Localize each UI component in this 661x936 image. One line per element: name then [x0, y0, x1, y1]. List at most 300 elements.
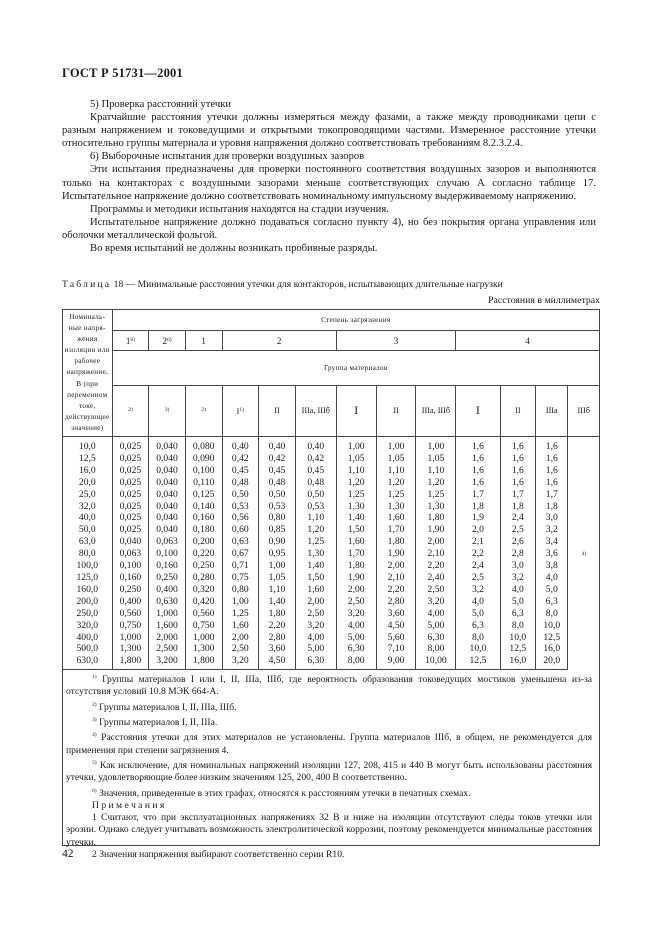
table-cell: 3,2	[536, 524, 568, 536]
table-row	[63, 620, 600, 632]
notes-title	[66, 800, 592, 812]
document-header: ГОСТ Р 51731—2001	[62, 66, 183, 80]
table-row	[63, 489, 600, 501]
table-cell: 125,0	[63, 572, 113, 584]
table-cell: 4,0	[536, 572, 568, 584]
pollution-degree-cell	[456, 331, 600, 351]
table-cell: 0,53	[222, 501, 259, 513]
table-cell: 16,0	[500, 655, 536, 669]
degree-value: 4	[525, 335, 530, 346]
table-cell: 1,80	[376, 536, 416, 548]
table-cell: 5,00	[416, 620, 456, 632]
table-row	[63, 501, 600, 513]
footnote-mark: 5)	[92, 759, 97, 766]
material-header-cell: Группа материалов	[112, 351, 599, 386]
table-cell: 0,025	[112, 512, 149, 524]
paragraph: Во время испытаний не должны возникать пробивные разряды.	[90, 243, 378, 255]
table-cell: 1,7	[536, 489, 568, 501]
table-cell: 1,05	[259, 572, 296, 584]
table-cell: 1,20	[336, 477, 376, 489]
table-cell: 1,10	[416, 465, 456, 477]
material-group-cell	[536, 385, 568, 436]
footnote-mark: 2)	[201, 406, 207, 413]
table-cell: 1,80	[259, 608, 296, 620]
table-cell: 2,5	[456, 572, 500, 584]
table-cell: 4,0	[500, 584, 536, 596]
table-cell: 3,2	[500, 572, 536, 584]
table-cell: 1,10	[259, 584, 296, 596]
table-cell: 8,0	[456, 632, 500, 644]
table-cell: 10,00	[416, 655, 456, 669]
table-cell: 0,45	[259, 465, 296, 477]
material-group-cell	[185, 385, 222, 436]
table-cell: 1,6	[456, 465, 500, 477]
footnote-mark: 1)	[239, 406, 245, 413]
table-cell: 1,8	[500, 501, 536, 513]
table-cell: 0,040	[149, 453, 186, 465]
table-cell: 0,42	[295, 453, 336, 465]
table-cell: 8,00	[336, 655, 376, 669]
material-value: IIIа, IIIб	[301, 405, 330, 415]
table-cell: 1,05	[376, 453, 416, 465]
table-cell: 16,0	[63, 465, 113, 477]
table-cell: 1,6	[456, 453, 500, 465]
material-group-cell	[336, 385, 376, 436]
table-cell: 0,53	[259, 501, 296, 513]
table-cell: 12,5	[536, 632, 568, 644]
table-note: 2 Значения напряжения выбирают соответственно серии R10.	[92, 848, 345, 860]
paragraph: 5) Проверка расстояний утечки	[90, 99, 232, 110]
paragraph: Программы и методики испытания находятся на стадии изучения.	[90, 203, 389, 215]
table-cell: 0,400	[112, 596, 149, 608]
table-cell: 1,7	[456, 489, 500, 501]
table-cell: 1,05	[416, 453, 456, 465]
table-cell: 0,063	[149, 536, 186, 548]
table-cell: 1,6	[536, 453, 568, 465]
footnote-text: Группы материалов I, II, IIIа, IIIб.	[96, 701, 237, 713]
table-cell: 1,05	[336, 453, 376, 465]
degree-value: 2	[162, 335, 167, 346]
material-value: IIIа, IIIб	[421, 405, 451, 415]
table-row	[63, 536, 600, 548]
table-row	[63, 572, 600, 584]
table-cell: 1,80	[336, 560, 376, 572]
table-cell: 0,100	[149, 548, 186, 560]
header-row	[63, 331, 600, 351]
table-cell: 0,95	[259, 548, 296, 560]
material-group-cell	[112, 385, 149, 436]
table-cell: 0,220	[185, 548, 222, 560]
footnote-text: Группы материалов I, II, IIIа.	[96, 717, 218, 729]
table-cell: 2,4	[456, 560, 500, 572]
table-cell: 1,00	[336, 437, 376, 453]
table-cell: 4,50	[376, 620, 416, 632]
table-row	[63, 632, 600, 644]
table-cell: 1,6	[500, 465, 536, 477]
table-row	[63, 596, 600, 608]
table-cell: 1,6	[536, 477, 568, 489]
table-cell: 0,320	[185, 584, 222, 596]
table-cell: 0,063	[112, 548, 149, 560]
table-cell: 1,000	[112, 632, 149, 644]
table-row	[63, 512, 600, 524]
table-cell: 1,00	[416, 437, 456, 453]
material-value: II	[515, 405, 521, 415]
paragraph: Эти испытания предназначены для проверки постоянного соответствия воздушных зазоров и выполняются только на контакторах с воздушными зазорами меньше соответствующих случаю А согласно таблице 17. Испытательное напряжение должно соответствовать номинальному импульсному выдерживаемому напряжению.	[62, 164, 596, 202]
footnote-mark: 6)	[166, 336, 172, 343]
table-cell: 2,50	[222, 643, 259, 655]
table-cell: 1,60	[336, 536, 376, 548]
material-group-cell	[568, 385, 600, 436]
footnote-mark: 3)	[164, 406, 170, 413]
table-cell: 1,60	[222, 620, 259, 632]
paragraph: Кратчайшие расстояния утечки должны измеряться между фазами, а также между проводниками цепи с разным напряжением и токоведущими и открытыми токопроводящими частями. Измеренное расстояние утечки относительно группы материала и уровня напряжения должно соответствовать требованиям 8.2.3.2.4.	[62, 112, 596, 150]
table-cell: 7,10	[376, 643, 416, 655]
table-cell: 0,63	[222, 536, 259, 548]
table-caption-prefix: Таблица	[62, 279, 112, 290]
table-cell: 1,00	[376, 437, 416, 453]
table-cell: 1,30	[416, 501, 456, 513]
table-cell: 2,20	[259, 620, 296, 632]
table-cell: 1,20	[376, 477, 416, 489]
table-row	[63, 560, 600, 572]
table-cell: 63,0	[63, 536, 113, 548]
footnote-text: Расстояния утечки для этих материалов не установлены. Группа материалов IIIб, в общем, не рекомендуется для применения при степени загрязнения 4.	[66, 732, 592, 756]
table-cell: 2,80	[259, 632, 296, 644]
table-cell: 0,100	[112, 560, 149, 572]
table-cell: 1,6	[536, 465, 568, 477]
table-row	[63, 524, 600, 536]
table-cell: 0,90	[259, 536, 296, 548]
table-cell: 0,280	[185, 572, 222, 584]
table-cell: 1,25	[376, 489, 416, 501]
table-cell: 1,6	[456, 437, 500, 453]
table-cell: 1,800	[112, 655, 149, 669]
pollution-header-cell: Степень загрязнения	[112, 310, 599, 331]
page-number: 42	[62, 848, 74, 860]
table-footnote	[66, 729, 592, 757]
table-cell: 2,00	[416, 536, 456, 548]
table-cell: 4,50	[259, 655, 296, 669]
table-cell: 1,10	[295, 512, 336, 524]
table-cell: 0,67	[222, 548, 259, 560]
table-cell: 0,45	[295, 465, 336, 477]
table-cell: 0,50	[259, 489, 296, 501]
table-row	[63, 453, 600, 465]
table-row	[63, 477, 600, 489]
table-cell: 0,56	[222, 512, 259, 524]
table-cell: 1,6	[456, 477, 500, 489]
table-row	[63, 465, 600, 477]
table-cell: 0,48	[222, 477, 259, 489]
table-cell: 3,0	[536, 512, 568, 524]
header-row	[63, 385, 600, 436]
table-cell: 0,250	[112, 584, 149, 596]
table-cell: 0,40	[259, 437, 296, 453]
table-cell: 2,80	[376, 596, 416, 608]
table-cell: 2,50	[416, 584, 456, 596]
table-cell: 4,00	[416, 608, 456, 620]
table-cell: 2,20	[376, 584, 416, 596]
table-cell: 5,60	[376, 632, 416, 644]
material-group-cell	[149, 385, 186, 436]
material-group-cell	[259, 385, 296, 436]
table-cell: 1,30	[295, 548, 336, 560]
table-cell: 0,400	[149, 584, 186, 596]
table-cell: 0,100	[185, 465, 222, 477]
table-cell: 1,25	[336, 489, 376, 501]
table-cell: 0,750	[112, 620, 149, 632]
table-cell: 0,42	[222, 453, 259, 465]
row-header-cell: Номиналь-ные напря-жения изоляции или рабочее напряжение, В (при переменном токе, действующее значение)	[63, 310, 113, 437]
table-cell: 0,090	[185, 453, 222, 465]
table-cell: 0,160	[185, 512, 222, 524]
table-cell: 2,00	[336, 584, 376, 596]
table-notes	[66, 671, 592, 861]
table-cell: 0,025	[112, 501, 149, 513]
table-cell: 1,7	[500, 489, 536, 501]
table-cell: 20,0	[63, 477, 113, 489]
table-cell: 0,040	[149, 477, 186, 489]
table-cell: 1,25	[222, 608, 259, 620]
table-cell: 0,040	[149, 489, 186, 501]
table-cell: 1,10	[336, 465, 376, 477]
table-cell: 12,5	[63, 453, 113, 465]
table-cell: 400,0	[63, 632, 113, 644]
table-cell: 630,0	[63, 655, 113, 669]
table-cell: 80,0	[63, 548, 113, 560]
material-value: I	[236, 406, 240, 416]
table-cell: 0,71	[222, 560, 259, 572]
table-cell: 3,8	[536, 560, 568, 572]
footnote-mark: 4)	[92, 732, 97, 739]
table-cell: 0,60	[222, 524, 259, 536]
table-cell: 1,80	[416, 512, 456, 524]
table-cell: 200,0	[63, 596, 113, 608]
table-cell: 1,000	[185, 632, 222, 644]
table-cell: 6,3	[536, 596, 568, 608]
table-cell: 1,20	[295, 524, 336, 536]
table-caption-text: 18 — Минимальные расстояния утечки для контакторов, испытывающих длительные нагрузки	[111, 279, 503, 290]
table-note: 1 Считают, что при эксплуатационных напряжениях 32 В и ниже на изоляции отсутствуют следы токов утечки или эрозии. Однако следует учитывать возможность электролитической коррозии, поэтому рекомендуется минимальные расстояния утечки.	[66, 812, 592, 848]
table-cell: 3,2	[456, 584, 500, 596]
table-cell: 0,110	[185, 477, 222, 489]
table-cell: 1,25	[295, 536, 336, 548]
table-cell: 3,200	[149, 655, 186, 669]
table-cell: 8,0	[536, 608, 568, 620]
table-cell: 1,60	[295, 584, 336, 596]
table-cell: 250,0	[63, 608, 113, 620]
table-footnote	[66, 671, 592, 699]
table-cell: 4,00	[295, 632, 336, 644]
table-cell: 2,00	[295, 596, 336, 608]
table-cell: 1,50	[336, 524, 376, 536]
table-cell: 2,50	[336, 596, 376, 608]
table-cell: 0,560	[112, 608, 149, 620]
table-cell: 2,00	[222, 632, 259, 644]
table-cell: 1,90	[416, 524, 456, 536]
table-cell: 1,90	[336, 572, 376, 584]
table-cell: 0,85	[259, 524, 296, 536]
footnote-mark: 1)	[92, 674, 97, 680]
table-cell: 0,50	[222, 489, 259, 501]
pollution-degree-cell	[222, 331, 336, 351]
table-cell: 0,53	[295, 501, 336, 513]
table-cell: 3,20	[336, 608, 376, 620]
table-cell: 6,30	[416, 632, 456, 644]
table-cell: 0,160	[112, 572, 149, 584]
table-cell: 0,180	[185, 524, 222, 536]
table-cell: 0,42	[259, 453, 296, 465]
footnote-text: Группы материалов I или I, II, IIIа, IIIб, где вероятность образования токоведущих мостиков уменьшена из-за отсутствия условий 10.8 МЭК 664-А.	[66, 674, 592, 698]
pollution-degree-cell	[185, 331, 222, 351]
table-cell: 2,20	[416, 560, 456, 572]
table-cell: 12,5	[456, 655, 500, 669]
table-cell: 2,500	[149, 643, 186, 655]
table-cell: 160,0	[63, 584, 113, 596]
footnote-text: Как исключение, для номинальных напряжений изоляции 127, 208, 415 и 440 В могут быть использованы расстояния утечки, удовлетворяющие более низким значениям 125, 200, 400 В соответственно.	[66, 760, 592, 784]
table-cell: 1,600	[149, 620, 186, 632]
table-row	[63, 548, 600, 560]
material-group-cell	[376, 385, 416, 436]
table-cell: 1,6	[500, 437, 536, 453]
table-cell: 1,8	[456, 501, 500, 513]
table-cell: 2,8	[500, 548, 536, 560]
paragraph: 6) Выборочные испытания для проверки воздушных зазоров	[90, 151, 365, 163]
table-cell: 100,0	[63, 560, 113, 572]
table-cell: 0,160	[149, 560, 186, 572]
table-footnote	[66, 785, 592, 800]
material-value: II	[274, 405, 280, 415]
table-cell: 0,48	[295, 477, 336, 489]
table-cell: 0,630	[149, 596, 186, 608]
table-cell: 12,5	[500, 643, 536, 655]
table-row	[63, 608, 600, 620]
table-cell: 3,20	[222, 655, 259, 669]
table-cell: 2,10	[416, 548, 456, 560]
table-cell: 0,040	[149, 465, 186, 477]
table-cell: 6,30	[336, 643, 376, 655]
table-cell: 0,025	[112, 489, 149, 501]
degree-value: 3	[393, 335, 399, 346]
table-row	[63, 437, 600, 453]
table-cell: 1,40	[259, 596, 296, 608]
table-cell: 1,6	[500, 453, 536, 465]
table-cell: 1,20	[416, 477, 456, 489]
table-cell: 1,6	[500, 477, 536, 489]
table-cell: 1,800	[185, 655, 222, 669]
table-row	[63, 643, 600, 655]
table-cell: 0,40	[295, 437, 336, 453]
table-cell: 0,50	[295, 489, 336, 501]
table-cell: 8,0	[500, 620, 536, 632]
table-cell: 2,0	[456, 524, 500, 536]
table-cell: 0,140	[185, 501, 222, 513]
footnote-mark: 3)	[92, 716, 97, 723]
table-cell: 3,6	[536, 548, 568, 560]
table-cell: 50,0	[63, 524, 113, 536]
footnote-mark: 4)	[581, 550, 587, 557]
table-cell: 3,60	[259, 643, 296, 655]
table-cell: 2,000	[149, 632, 186, 644]
table-cell: 1,30	[376, 501, 416, 513]
table-cell: 1,40	[336, 512, 376, 524]
table-cell: 40,0	[63, 512, 113, 524]
table-cell: 2,10	[376, 572, 416, 584]
material-value: IIIб	[577, 405, 590, 415]
table-cell: 5,0	[536, 584, 568, 596]
footnote-mark: 6)	[92, 787, 97, 794]
body-text	[62, 98, 596, 255]
table-cell: 0,025	[112, 477, 149, 489]
table-cell: 10,0	[500, 632, 536, 644]
table-cell: 5,00	[295, 643, 336, 655]
table-cell: 0,200	[185, 536, 222, 548]
table-cell: 0,48	[259, 477, 296, 489]
table-cell: 0,80	[259, 512, 296, 524]
table-cell: 1,6	[536, 437, 568, 453]
table-cell: 1,8	[536, 501, 568, 513]
table-cell: 0,040	[149, 512, 186, 524]
table-cell: 2,1	[456, 536, 500, 548]
table-cell: 1,50	[295, 572, 336, 584]
table-cell: 0,125	[185, 489, 222, 501]
table-caption	[62, 279, 602, 290]
table-cell: 2,00	[376, 560, 416, 572]
table-footnote	[66, 714, 592, 729]
table-cell: 320,0	[63, 620, 113, 632]
table-cell: 1,30	[336, 501, 376, 513]
table-cell: 6,30	[295, 655, 336, 669]
table-units: Расстояния в миллиметрах	[488, 295, 600, 306]
table-cell: 0,040	[149, 524, 186, 536]
table-cell: 6,3	[500, 608, 536, 620]
table-cell: 500,0	[63, 643, 113, 655]
material-group-cell	[500, 385, 536, 436]
table-cell: 1,70	[336, 548, 376, 560]
table-cell: 1,60	[376, 512, 416, 524]
table-cell: 1,40	[295, 560, 336, 572]
table-cell: 0,250	[185, 560, 222, 572]
table-cell: 1,9	[456, 512, 500, 524]
table-cell: 2,50	[295, 608, 336, 620]
pollution-degree-cell	[112, 331, 149, 351]
table-cell: 2,40	[416, 572, 456, 584]
table-cell: 1,00	[259, 560, 296, 572]
table-cell: 9,00	[376, 655, 416, 669]
table-cell: 0,560	[185, 608, 222, 620]
material-group-cell	[456, 385, 500, 436]
material-value: I	[354, 404, 359, 417]
table-cell: 5,00	[336, 632, 376, 644]
table-cell: 1,25	[416, 489, 456, 501]
table-cell: 0,750	[185, 620, 222, 632]
table-cell: 3,20	[416, 596, 456, 608]
table-row	[63, 584, 600, 596]
table-cell: 0,80	[222, 584, 259, 596]
table-cell: 1,300	[185, 643, 222, 655]
paragraph: Испытательное напряжение должно подаваться согласно пункту 4), но без покрытия органа управления или оболочки металлической фольгой.	[62, 216, 596, 241]
table-body	[63, 437, 600, 670]
footnote-mark: 2)	[92, 701, 97, 708]
footnote-text: Значения, приведенные в этих графах, относятся к расстояниям утечки в печатных схемах.	[96, 787, 471, 799]
footnote-mark: 6)	[130, 336, 135, 343]
material-value: IIIа	[545, 405, 558, 415]
table-cell: 0,040	[112, 536, 149, 548]
degree-value: 1	[201, 335, 206, 346]
table-cell: 0,025	[112, 465, 149, 477]
material-value: II	[393, 405, 399, 415]
